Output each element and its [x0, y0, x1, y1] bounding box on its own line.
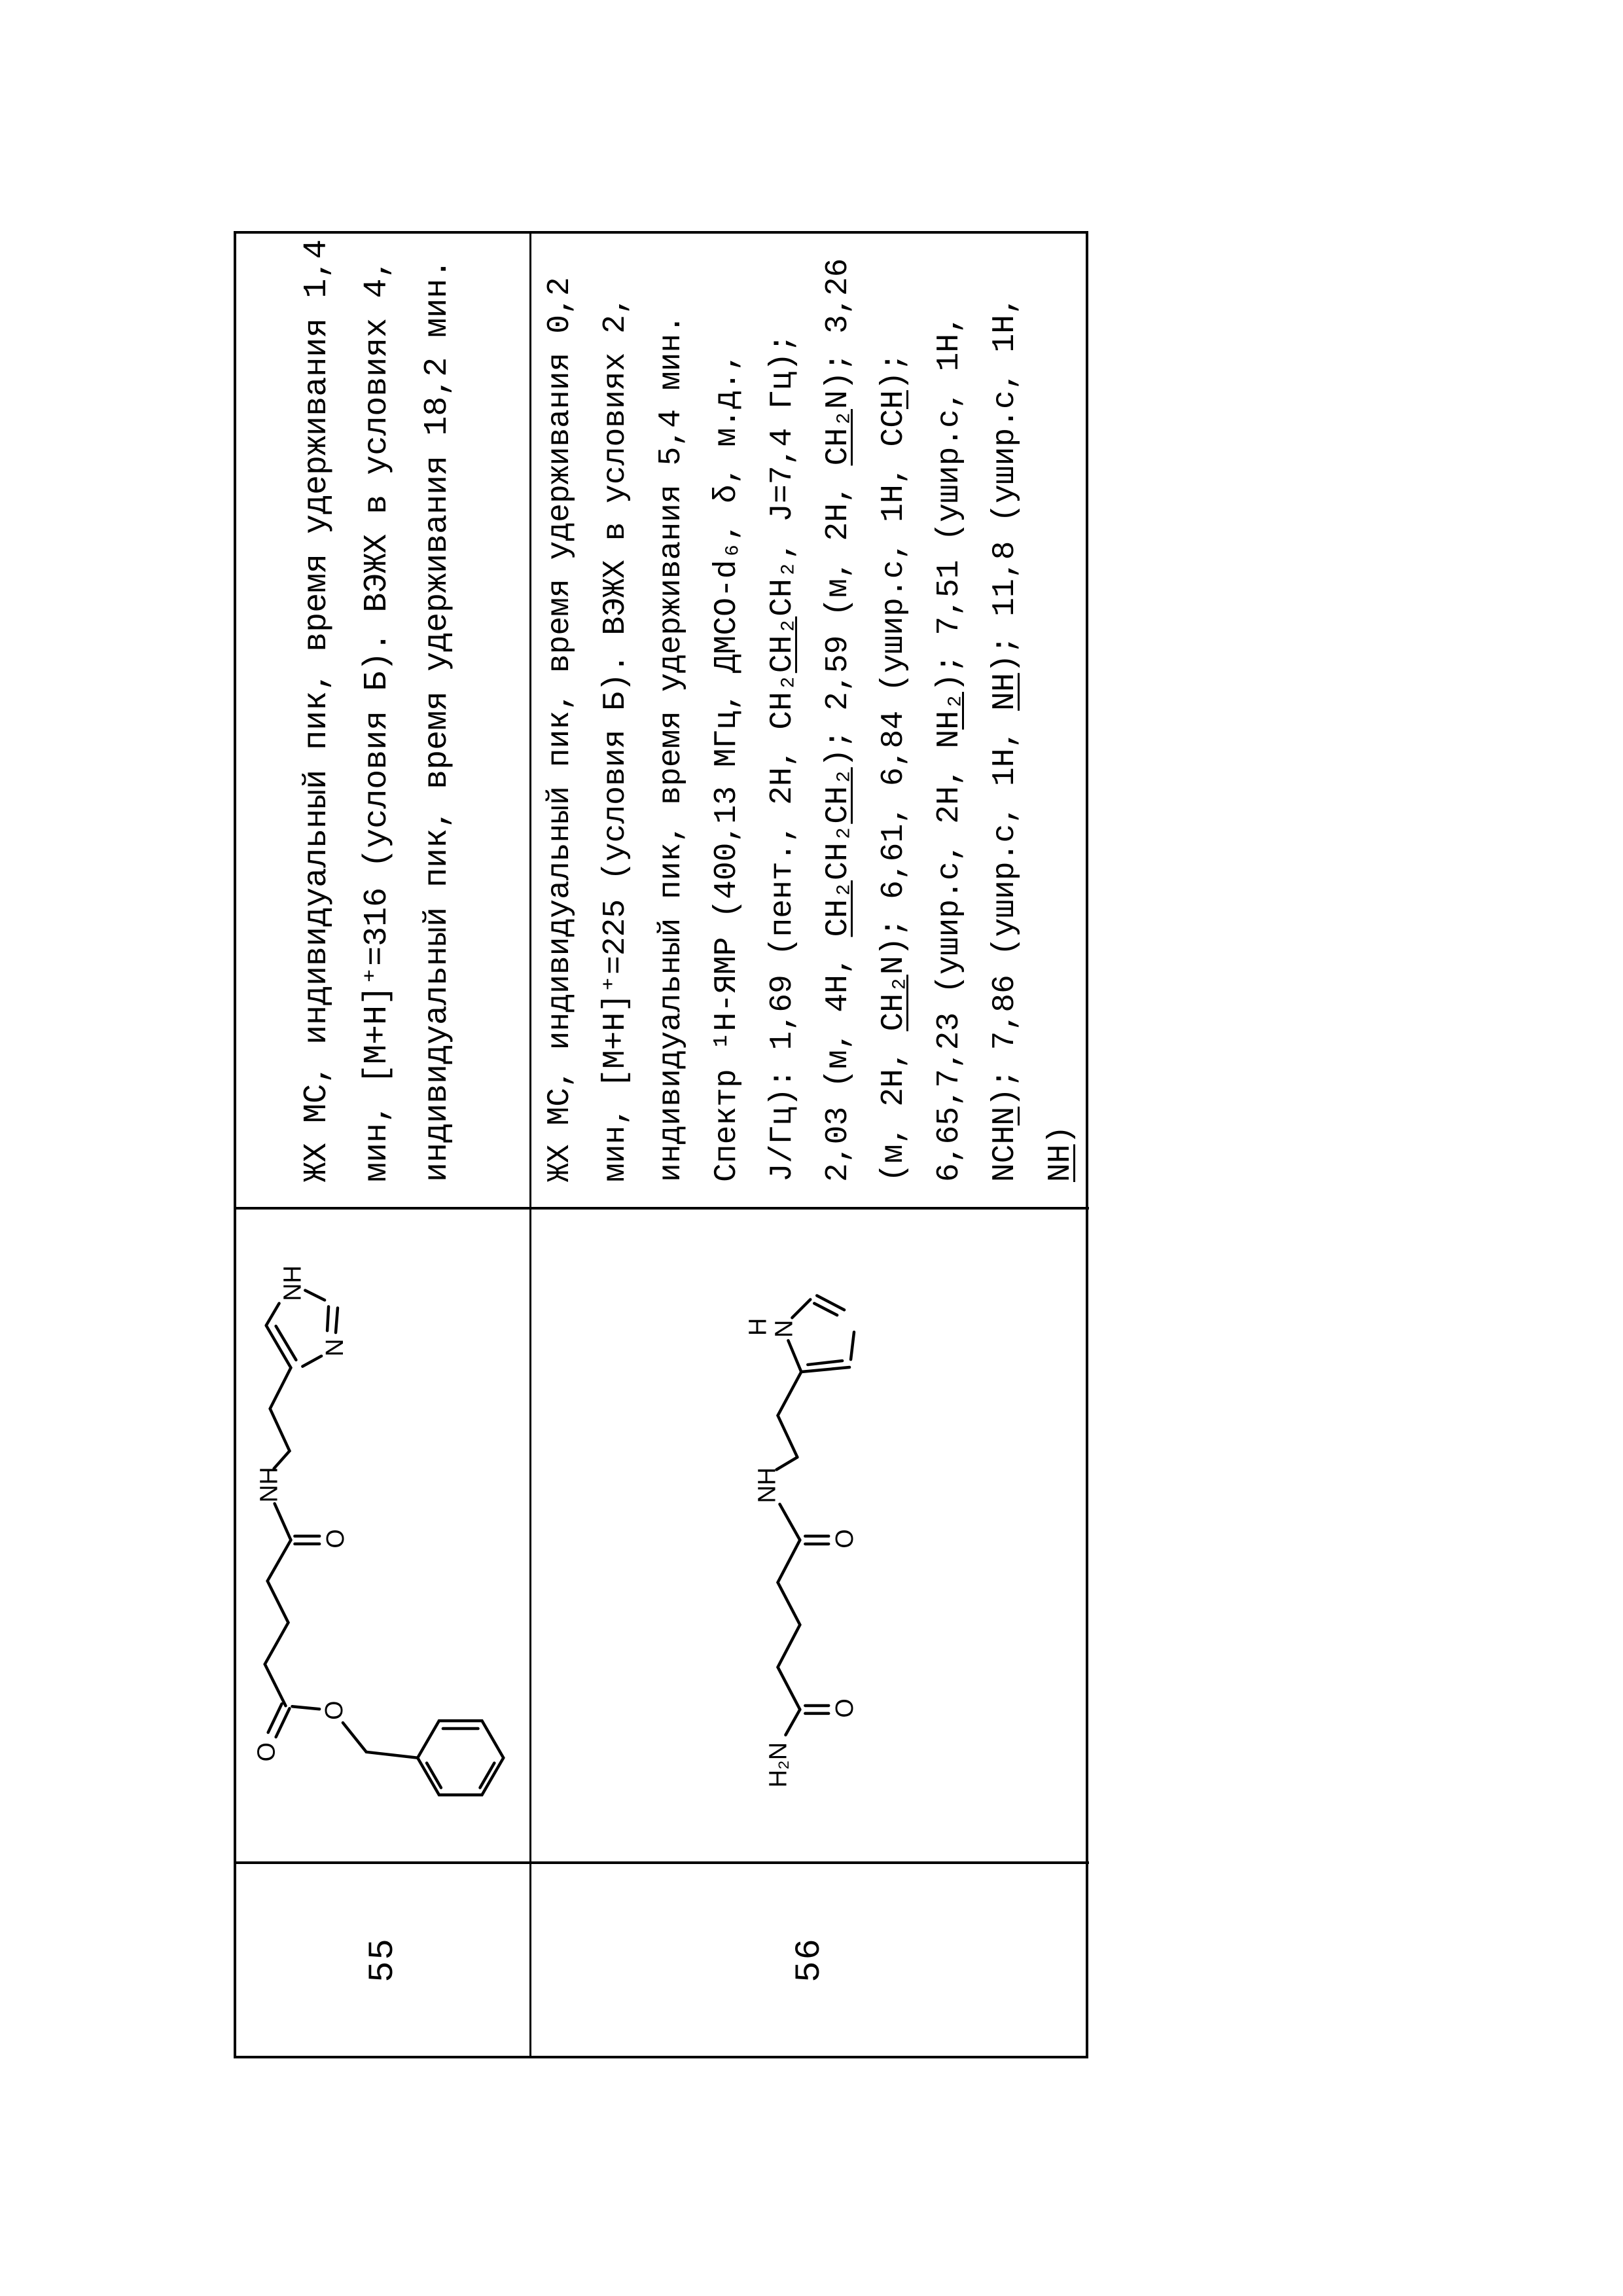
- analytical-text-55: [236, 234, 468, 1207]
- atom-label-h2n: H₂N: [764, 1742, 793, 1788]
- atom-label-ring-n: N: [770, 1319, 798, 1338]
- description-line: ЖХ МС, индивидуальный пик, время удерживания 0,2: [543, 277, 578, 1182]
- description-line: (м, 2H, CH₂N); 6,61, 6,84 (ушир.с, 1H, CCH);: [876, 352, 912, 1182]
- example-number-cell-56: [531, 1861, 1089, 2056]
- structure-cell-55: [236, 1207, 531, 1861]
- analytics-cell-55: [236, 234, 531, 1207]
- structure-cell-56: [531, 1207, 1089, 1861]
- atom-label-ring-nh: NH: [278, 1265, 306, 1301]
- description-line: индивидуальный пик, время удерживания 5,4 мин.: [654, 314, 689, 1182]
- rotated-table-container: [234, 231, 1088, 2058]
- chain-bonds: [776, 1372, 829, 1710]
- structure-diagram-55: [236, 1210, 529, 1861]
- atom-label-ester-o: O: [319, 1700, 348, 1720]
- atom-label-amide-o: O: [321, 1529, 349, 1549]
- description-line: ЖХ МС, индивидуальный пик, время удерживания 1,4: [298, 239, 336, 1182]
- benzene-ring: [418, 1721, 503, 1795]
- example-number-cell-55: [236, 1861, 531, 2056]
- description-line: индивидуальный пик, время удерживания 18,2 мин.: [419, 259, 456, 1182]
- atom-label-o-left: O: [831, 1698, 859, 1718]
- structure-diagram-56: [531, 1210, 1089, 1861]
- analytics-cell-56: [531, 234, 1089, 1207]
- examples-table: [234, 231, 1088, 2058]
- analytical-text-56: [531, 234, 1089, 1207]
- atom-label-amide-nh: NH: [753, 1467, 781, 1503]
- description-line: 2,03 (м, 4H, CH₂CH₂CH₂); 2,59 (м, 2H, CH₂N); 3,26: [821, 258, 856, 1182]
- description-line: NH): [1043, 1125, 1079, 1182]
- description-line: NCHN); 7,86 (ушир.с, 1H, NH); 11,8 (ушир.с, 1H,: [988, 296, 1023, 1182]
- atom-label-ester-carbonyl-o: O: [252, 1742, 280, 1762]
- description-line: J/Гц): 1,69 (пент., 2H, CH₂CH₂CH₂, J=7,4 Гц);: [765, 333, 800, 1182]
- description-line: мин, [M+H]⁺=316 (условия Б). ВЭЖХ в условиях 4,: [359, 259, 396, 1182]
- amide-left-group: [785, 1706, 829, 1735]
- example-number: 56: [790, 1937, 830, 1982]
- atom-label-o-right: O: [831, 1529, 859, 1549]
- description-line: Спектр ¹H-ЯМР (400,13 МГц, ДМСО-d₆, δ, м.д.,: [709, 352, 745, 1182]
- imidazole-ring: [788, 1295, 854, 1372]
- atom-label-amide-nh: NH: [255, 1467, 283, 1503]
- description-line: 6,65,7,23 (ушир.с, 2H, NH₂); 7,51 (ушир.с, 1H,: [932, 314, 967, 1182]
- chain-bonds: [265, 1368, 319, 1706]
- atom-label-ring-h: H: [744, 1318, 772, 1336]
- description-line: мин, [M+H]⁺=225 (условия Б). ВЭЖХ в условиях 2,: [598, 296, 633, 1182]
- example-number: 55: [363, 1937, 403, 1982]
- atom-label-ring-n: N: [320, 1338, 348, 1357]
